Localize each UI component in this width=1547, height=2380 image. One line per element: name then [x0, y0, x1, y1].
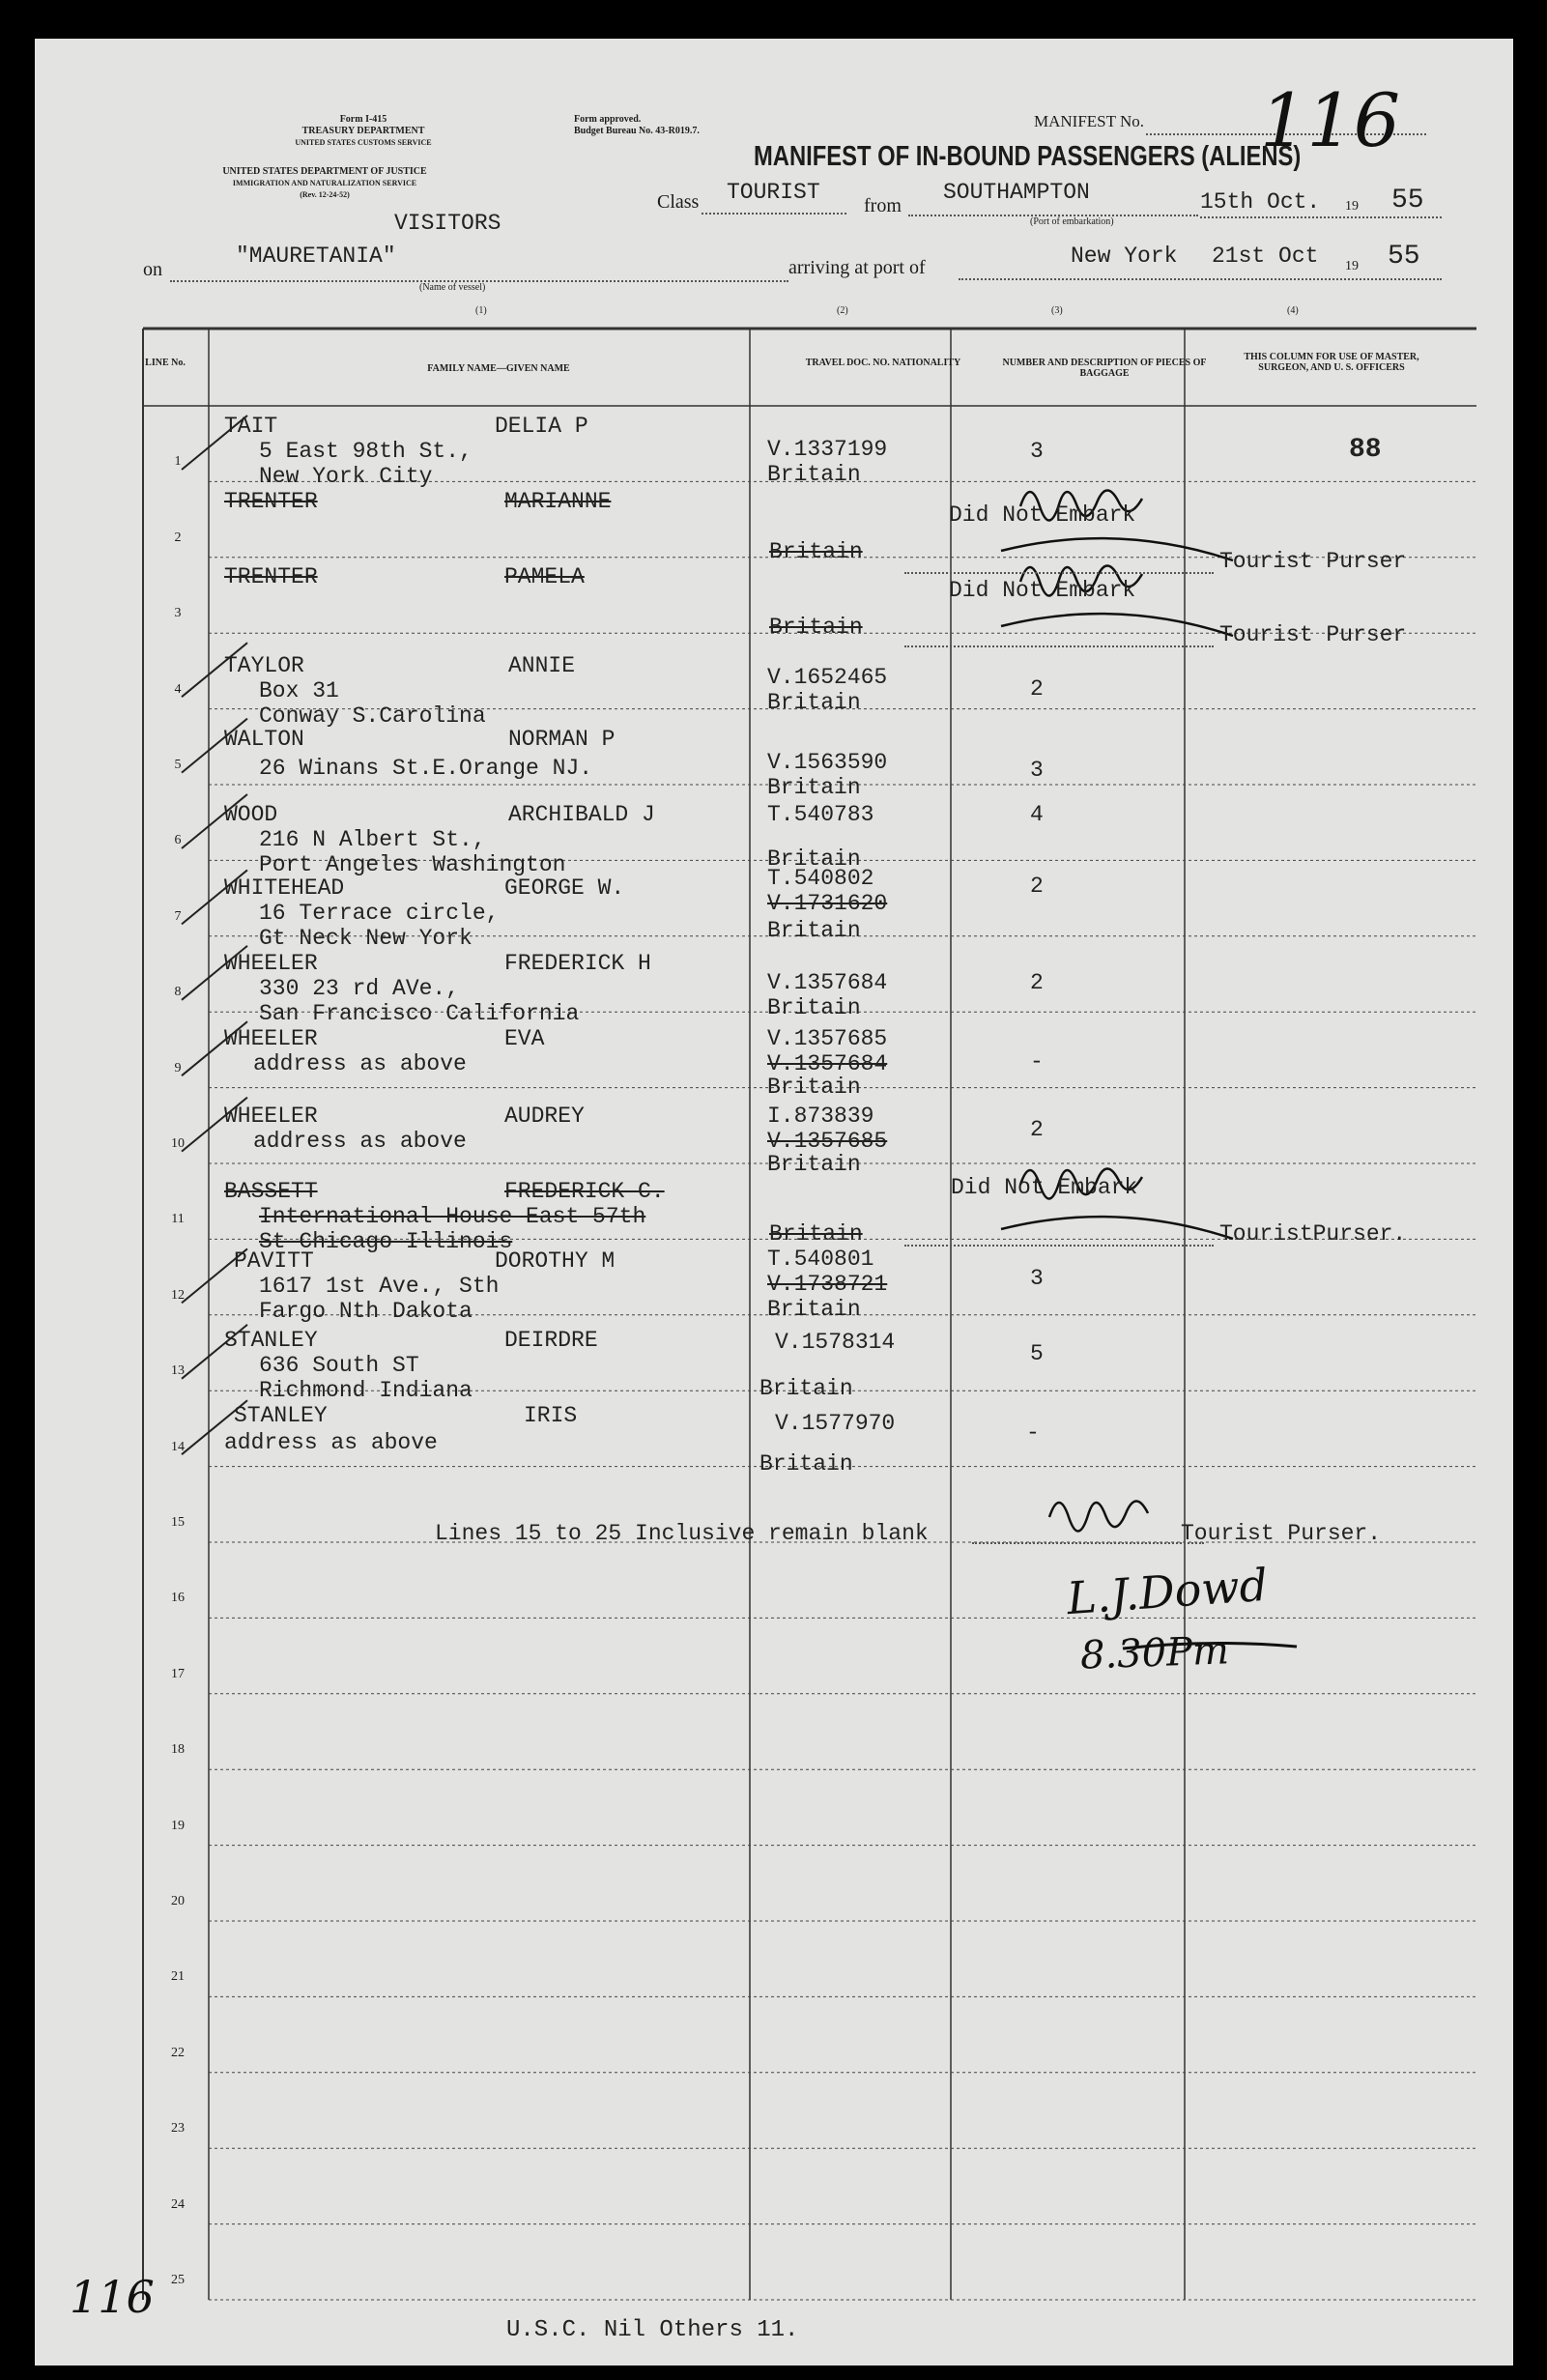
port-of-embarkation: SOUTHAMPTON — [943, 180, 1090, 205]
departure-year: 55 — [1391, 186, 1424, 215]
travel-doc: V.1337199 — [767, 437, 888, 462]
justice-label: UNITED STATES DEPARTMENT OF JUSTICE — [222, 166, 427, 177]
header-name: FAMILY NAME—GIVEN NAME — [427, 363, 570, 374]
baggage-count: 3 — [1030, 439, 1044, 464]
date-line — [1200, 216, 1442, 218]
line-number: 6 — [174, 833, 182, 848]
nationality-struck: Britain — [769, 615, 863, 640]
travel-doc: T.540801 — [767, 1247, 874, 1272]
treasury-label: TREASURY DEPARTMENT — [301, 126, 425, 136]
line-number: 13 — [171, 1363, 185, 1379]
col-num-4: (4) — [1287, 305, 1299, 316]
col-num-2: (2) — [837, 305, 848, 316]
line-number: 11 — [171, 1212, 185, 1227]
footer-tally: U.S.C. Nil Others 11. — [506, 2317, 799, 2343]
address: 330 23 rd AVe., — [259, 976, 460, 1001]
nationality: Britain — [767, 918, 861, 943]
family-name: WHITEHEAD — [224, 875, 345, 901]
col-num-1: (1) — [475, 305, 487, 316]
address: address as above — [253, 1129, 467, 1154]
family-name: TAYLOR — [224, 653, 304, 678]
arrival-line — [959, 278, 1442, 280]
on-label: on — [143, 259, 162, 280]
header-travel-doc: TRAVEL DOC. NO. NATIONALITY — [805, 358, 961, 368]
class-line — [702, 213, 846, 215]
given-name: ARCHIBALD J — [508, 802, 655, 827]
manifest-sheet — [35, 39, 1513, 2366]
address-struck: St Chicago Illinois — [259, 1229, 513, 1254]
family-name-struck: BASSETT — [224, 1179, 318, 1204]
nationality: Britain — [767, 846, 861, 872]
port-embark-caption: (Port of embarkation) — [1030, 216, 1114, 227]
ins-label: IMMIGRATION AND NATURALIZATION SERVICE — [232, 179, 417, 187]
family-name: WHEELER — [224, 1026, 318, 1051]
departure-century: 19 — [1345, 199, 1359, 214]
col-num-3: (3) — [1051, 305, 1063, 316]
address: New York City — [259, 464, 433, 489]
budget-label: Budget Bureau No. 43-R019.7. — [574, 126, 700, 136]
family-name: STANLEY — [224, 1328, 318, 1353]
line-number: 19 — [171, 1818, 185, 1833]
manifest-no-label: MANIFEST No. — [1034, 112, 1144, 130]
manifest-title: MANIFEST OF IN-BOUND PASSENGERS (ALIENS) — [754, 141, 1302, 172]
nationality: Britain — [759, 1451, 853, 1477]
given-name-struck: FREDERICK C. — [504, 1179, 665, 1204]
travel-doc: T.540783 — [767, 802, 874, 827]
travel-doc: V.1652465 — [767, 665, 888, 690]
arrival-year: 55 — [1388, 242, 1420, 272]
given-name: FREDERICK H — [504, 951, 651, 976]
line-number: 20 — [171, 1894, 185, 1908]
closing-dots — [972, 1542, 1204, 1544]
arrival-port: New York — [1071, 244, 1178, 269]
not-embarked-note: Did Not Embark — [949, 502, 1136, 528]
line-number: 1 — [174, 454, 182, 470]
address: San Francisco California — [259, 1001, 580, 1026]
travel-doc: V.1577970 — [775, 1411, 896, 1436]
inspection-time: 8.30Pm — [1079, 1628, 1230, 1678]
line-number: 10 — [171, 1136, 185, 1151]
address: Fargo Nth Dakota — [259, 1299, 473, 1324]
header-officers: THIS COLUMN FOR USE OF MASTER, SURGEON, AND U. S. OFFICERS — [1244, 352, 1419, 373]
travel-doc-struck: V.1357685 — [767, 1129, 888, 1154]
family-name: PAVITT — [234, 1248, 314, 1274]
given-name: AUDREY — [504, 1104, 585, 1129]
baggage-count: 3 — [1030, 758, 1044, 783]
family-name: WALTON — [224, 727, 304, 752]
address: Gt Neck New York — [259, 926, 473, 951]
travel-doc: V.1563590 — [767, 750, 888, 775]
class-value: TOURIST — [727, 180, 820, 205]
header-line-no: LINE No. — [145, 358, 186, 368]
form-number: Form I-415 — [339, 114, 387, 125]
revision-label: (Rev. 12-24-52) — [300, 190, 350, 199]
purser-dots — [904, 1245, 1214, 1247]
line-number: 9 — [174, 1060, 182, 1075]
line-number: 5 — [174, 758, 182, 772]
arrival-century: 19 — [1345, 259, 1359, 273]
given-name: ANNIE — [508, 653, 576, 678]
line-number: 7 — [174, 908, 182, 924]
nationality: Britain — [767, 1075, 861, 1100]
vessel-name: "MAURETANIA" — [236, 244, 396, 269]
inspector-signature: L.J.Dowd — [1065, 1558, 1270, 1625]
baggage-count: 2 — [1030, 874, 1044, 899]
nationality: Britain — [767, 1297, 861, 1322]
travel-doc: V.1578314 — [775, 1330, 896, 1355]
baggage-count: - — [1026, 1420, 1040, 1446]
address: 5 East 98th St., — [259, 439, 473, 464]
line-number: 24 — [171, 2196, 185, 2212]
given-name-struck: MARIANNE — [504, 489, 612, 514]
header-baggage: NUMBER AND DESCRIPTION OF PIECES OF BAGGAGE — [1002, 358, 1207, 379]
travel-doc-struck: V.1738721 — [767, 1272, 888, 1297]
baggage-count: 3 — [1030, 1266, 1044, 1291]
from-label: from — [864, 195, 902, 216]
purser-dots — [904, 645, 1214, 647]
family-name: WHEELER — [224, 951, 318, 976]
line-number: 12 — [171, 1287, 185, 1303]
given-name: IRIS — [524, 1403, 578, 1428]
line-number: 4 — [174, 681, 182, 697]
baggage-count: 5 — [1030, 1341, 1044, 1366]
baggage-count: 4 — [1030, 802, 1044, 827]
family-name-struck: TRENTER — [224, 564, 318, 589]
not-embarked-note: Did Not Embark — [951, 1175, 1138, 1200]
baggage-count: 2 — [1030, 970, 1044, 995]
family-name: TAIT — [224, 414, 278, 439]
address: 216 N Albert St., — [259, 827, 486, 852]
family-name: STANLEY — [234, 1403, 328, 1428]
purser-dots — [904, 572, 1214, 574]
line-number: 18 — [171, 1742, 185, 1758]
nationality-struck: Britain — [769, 539, 863, 564]
given-name: DEIRDRE — [504, 1328, 598, 1353]
line-number: 21 — [171, 1969, 185, 1985]
nationality: Britain — [767, 995, 861, 1020]
address: Conway S.Carolina — [259, 703, 486, 729]
not-embarked-note: Did Not Embark — [949, 578, 1136, 603]
line-number: 3 — [174, 606, 182, 621]
purser-note: TouristPurser. — [1219, 1221, 1407, 1247]
nationality: Britain — [759, 1376, 853, 1401]
nationality: Britain — [767, 462, 861, 487]
line-number: 8 — [174, 985, 182, 1000]
address-struck: International House East 57th — [259, 1204, 646, 1229]
approved-label: Form approved. — [574, 114, 642, 125]
given-name-struck: PAMELA — [504, 564, 585, 589]
given-name: EVA — [504, 1026, 545, 1051]
baggage-count: 2 — [1030, 1117, 1044, 1142]
family-name: WOOD — [224, 802, 278, 827]
travel-doc-struck: V.1357684 — [767, 1051, 888, 1076]
address: 26 Winans St.E.Orange NJ. — [259, 756, 593, 781]
margin-number: 116 — [70, 2271, 155, 2323]
customs-label: UNITED STATES CUSTOMS SERVICE — [295, 138, 432, 147]
line-number: 15 — [171, 1515, 185, 1530]
travel-doc: V.1357685 — [767, 1026, 888, 1051]
address: address as above — [253, 1051, 467, 1076]
vessel-caption: (Name of vessel) — [419, 282, 486, 293]
blank-lines-note: Lines 15 to 25 Inclusive remain blank — [435, 1521, 929, 1546]
line-number: 23 — [171, 2121, 185, 2136]
travel-doc-struck: V.1731620 — [767, 891, 888, 916]
line-number: 17 — [171, 1666, 185, 1681]
baggage-count: 2 — [1030, 676, 1044, 702]
line-number: 2 — [174, 530, 182, 545]
family-name-struck: TRENTER — [224, 489, 318, 514]
class-label: Class — [657, 191, 700, 213]
baggage-count: - — [1030, 1049, 1044, 1075]
initials-mark — [1049, 1501, 1148, 1531]
address: address as above — [224, 1430, 438, 1455]
given-name: DOROTHY M — [495, 1248, 616, 1274]
given-name: NORMAN P — [508, 727, 616, 752]
visitors-label: VISITORS — [394, 211, 501, 236]
nationality: Britain — [767, 690, 861, 715]
address: 636 South ST — [259, 1353, 419, 1378]
travel-doc: I.873839 — [767, 1104, 874, 1129]
address: Box 31 — [259, 678, 339, 703]
line-number: 16 — [171, 1591, 185, 1606]
nationality: Britain — [767, 775, 861, 800]
line-number: 14 — [171, 1439, 185, 1454]
officer-mark: 88 — [1349, 435, 1382, 465]
address: 1617 1st Ave., Sth — [259, 1274, 500, 1299]
purser-note: Tourist Purser — [1219, 549, 1407, 574]
family-name: WHEELER — [224, 1104, 318, 1129]
departure-day: 15th Oct. — [1200, 189, 1321, 215]
address: Port Angeles Washington — [259, 852, 566, 877]
nationality: Britain — [767, 1152, 861, 1177]
arrival-day: 21st Oct — [1212, 244, 1319, 269]
closing-purser: Tourist Purser. — [1181, 1521, 1382, 1546]
given-name: DELIA P — [495, 414, 588, 439]
manifest-number: 116 — [1260, 77, 1401, 163]
given-name: GEORGE W. — [504, 875, 625, 901]
travel-doc: T.540802 — [767, 866, 874, 891]
address: 16 Terrace circle, — [259, 901, 500, 926]
purser-note: Tourist Purser — [1219, 622, 1407, 647]
line-number: 22 — [171, 2045, 185, 2060]
address: Richmond Indiana — [259, 1378, 473, 1403]
travel-doc: V.1357684 — [767, 970, 888, 995]
arriving-label: arriving at port of — [788, 257, 926, 278]
line-number: 25 — [171, 2273, 185, 2287]
nationality-struck: Britain — [769, 1221, 863, 1247]
